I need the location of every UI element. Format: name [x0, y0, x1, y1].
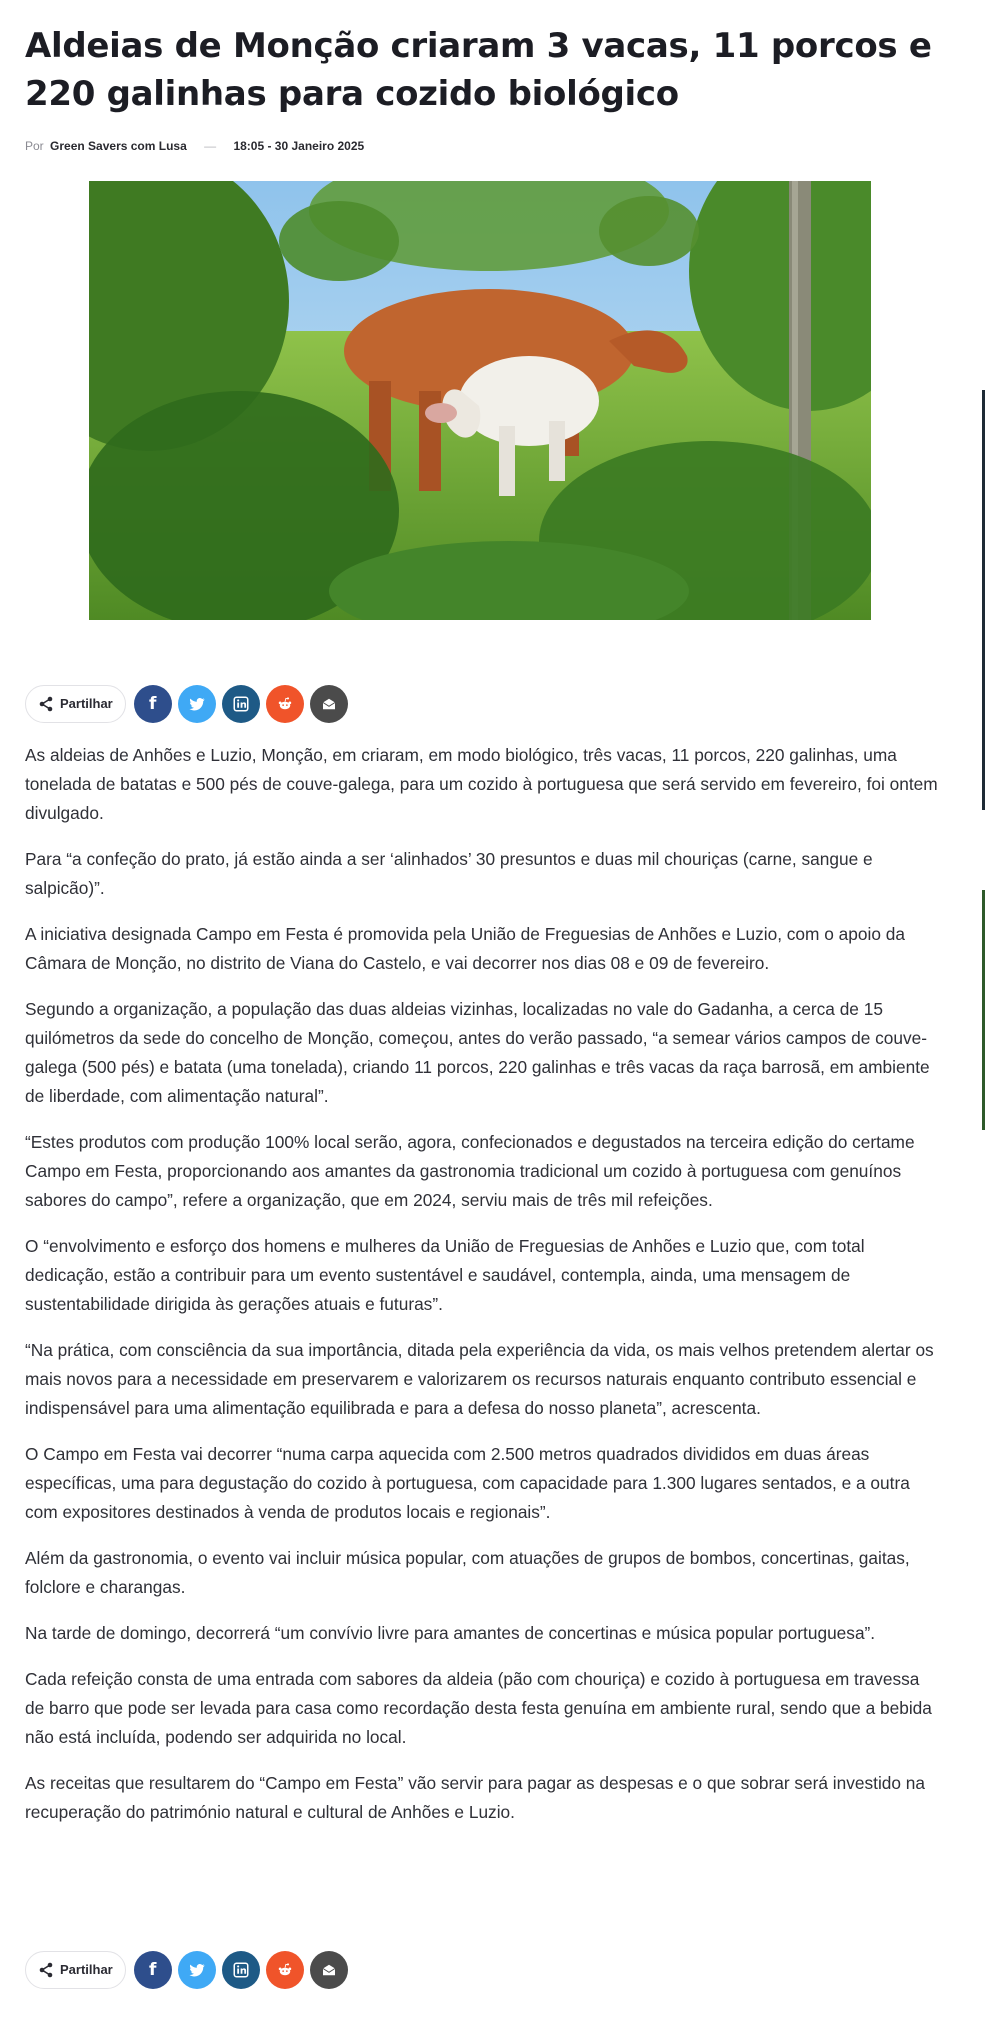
- article-paragraph: As aldeias de Anhões e Luzio, Monção, em criaram, em modo biológico, três vacas, 11 porcos, 220 galinhas, uma tonelada de batatas e 500 pés de couve-galega, para um cozido à portuguesa que será servido em fevereiro, foi ontem divulgado.: [25, 745, 938, 823]
- by-prefix: Por: [25, 139, 44, 153]
- share-icon: [38, 696, 54, 712]
- twitter-icon: [188, 695, 206, 713]
- hero-image: [89, 181, 871, 620]
- article-paragraph: A iniciativa designada Campo em Festa é promovida pela União de Freguesias de Anhões e Luzio, com o apoio da Câmara de Monção, no distrito de Viana do Castelo, e vai decorrer nos dias 08 e 09 de fevereiro.: [25, 924, 905, 973]
- share-label: Partilhar: [60, 1962, 113, 1977]
- twitter-icon: [188, 1961, 206, 1979]
- share-bar-bottom: [25, 1949, 354, 1990]
- article-title: Aldeias de Monção criaram 3 vacas, 11 porcos e 220 galinhas para cozido biológico: [25, 26, 932, 114]
- article-paragraph: Além da gastronomia, o evento vai incluir música popular, com atuações de grupos de bombos, concertinas, gaitas, folclore e charangas.: [25, 1548, 910, 1597]
- email-share-button[interactable]: [310, 685, 348, 723]
- article-paragraph: As receitas que resultarem do “Campo em Festa” vão servir para pagar as despesas e o que sobrar será investido na recuperação do património natural e cultural de Anhões e Luzio.: [25, 1773, 926, 1822]
- article-paragraph: O Campo em Festa vai decorrer “numa carpa aquecida com 2.500 metros quadrados divididos em duas áreas específicas, uma para degustação do cozido à portuguesa, com capacidade para 1.300 lugares sentados, e a outra com expositores destinados à venda de produtos locais e regionais”.: [25, 1444, 910, 1522]
- reddit-share-button[interactable]: [266, 1951, 304, 1989]
- email-share-button[interactable]: [310, 1951, 348, 1989]
- share-button[interactable]: [25, 1951, 126, 1989]
- twitter-share-button[interactable]: [178, 1951, 216, 1989]
- linkedin-icon: [232, 695, 250, 713]
- author-link[interactable]: Green Savers com Lusa: [50, 139, 187, 153]
- share-button[interactable]: [25, 685, 126, 723]
- email-icon: [320, 1961, 338, 1979]
- meta-separator: —: [204, 139, 217, 153]
- email-icon: [320, 695, 338, 713]
- article-paragraph: Na tarde de domingo, decorrerá “um convívio livre para amantes de concertinas e música popular portuguesa”.: [25, 1623, 876, 1643]
- article-paragraph: Segundo a organização, a população das duas aldeias vizinhas, localizadas no vale do Gadanha, a cerca de 15 quilómetros da sede do concelho de Monção, começou, antes do verão passado, “a semear vários campos de couve-galega (500 pés) e batata (uma tonelada), criando 11 porcos, 220 galinhas e três vacas da raça barrosã, em ambiente de liberdade, com alimentação natural”.: [25, 999, 930, 1106]
- reddit-share-button[interactable]: [266, 685, 304, 723]
- linkedin-share-button[interactable]: [222, 685, 260, 723]
- cows-in-field-image: [89, 181, 871, 620]
- linkedin-icon: [232, 1961, 250, 1979]
- publish-date: 18:05 - 30 Janeiro 2025: [233, 139, 365, 153]
- article-paragraph: “Na prática, com consciência da sua importância, ditada pela experiência da vida, os mais velhos pretendem alertar os mais novos para a necessidade em preservarem e valorizarem os recursos naturais enquanto contributo essencial e indispensável para uma alimentação equilibrada e para a defesa do nosso planeta”, acrescenta.: [25, 1340, 934, 1418]
- reddit-icon: [276, 1961, 294, 1979]
- facebook-icon: f: [149, 693, 157, 714]
- facebook-share-button[interactable]: [134, 685, 172, 723]
- article-paragraph: Para “a confeção do prato, já estão ainda a ser ‘alinhados’ 30 presuntos e duas mil chouriças (carne, sangue e salpicão)”.: [25, 849, 873, 898]
- facebook-icon: f: [149, 1959, 157, 1980]
- article-paragraph: Cada refeição consta de uma entrada com sabores da aldeia (pão com chouriça) e cozido à portuguesa em travessa de barro que pode ser levada para casa como recordação desta festa genuína em ambiente rural, sendo que a bebida não está incluída, podendo ser adquirida no local.: [25, 1669, 932, 1747]
- share-label: Partilhar: [60, 696, 113, 711]
- article-body: [25, 741, 940, 1844]
- share-icon: [38, 1962, 54, 1978]
- article-paragraph: O “envolvimento e esforço dos homens e mulheres da União de Freguesias de Anhões e Luzio que, com total dedicação, estão a contribuir para um evento sustentável e saudável, contempla, ainda, uma mensagem de sustentabilidade dirigida às gerações atuais e futuras”.: [25, 1236, 865, 1314]
- twitter-share-button[interactable]: [178, 685, 216, 723]
- linkedin-share-button[interactable]: [222, 1951, 260, 1989]
- facebook-share-button[interactable]: [134, 1951, 172, 1989]
- reddit-icon: [276, 695, 294, 713]
- article-paragraph: “Estes produtos com produção 100% local serão, agora, confecionados e degustados na terceira edição do certame Campo em Festa, proporcionando aos amantes da gastronomia tradicional um cozido à portuguesa com genuínos sabores do campo”, refere a organização, que em 2024, serviu mais de três mil refeições.: [25, 1132, 915, 1210]
- article-meta: [25, 139, 364, 153]
- share-bar-top: [25, 683, 354, 724]
